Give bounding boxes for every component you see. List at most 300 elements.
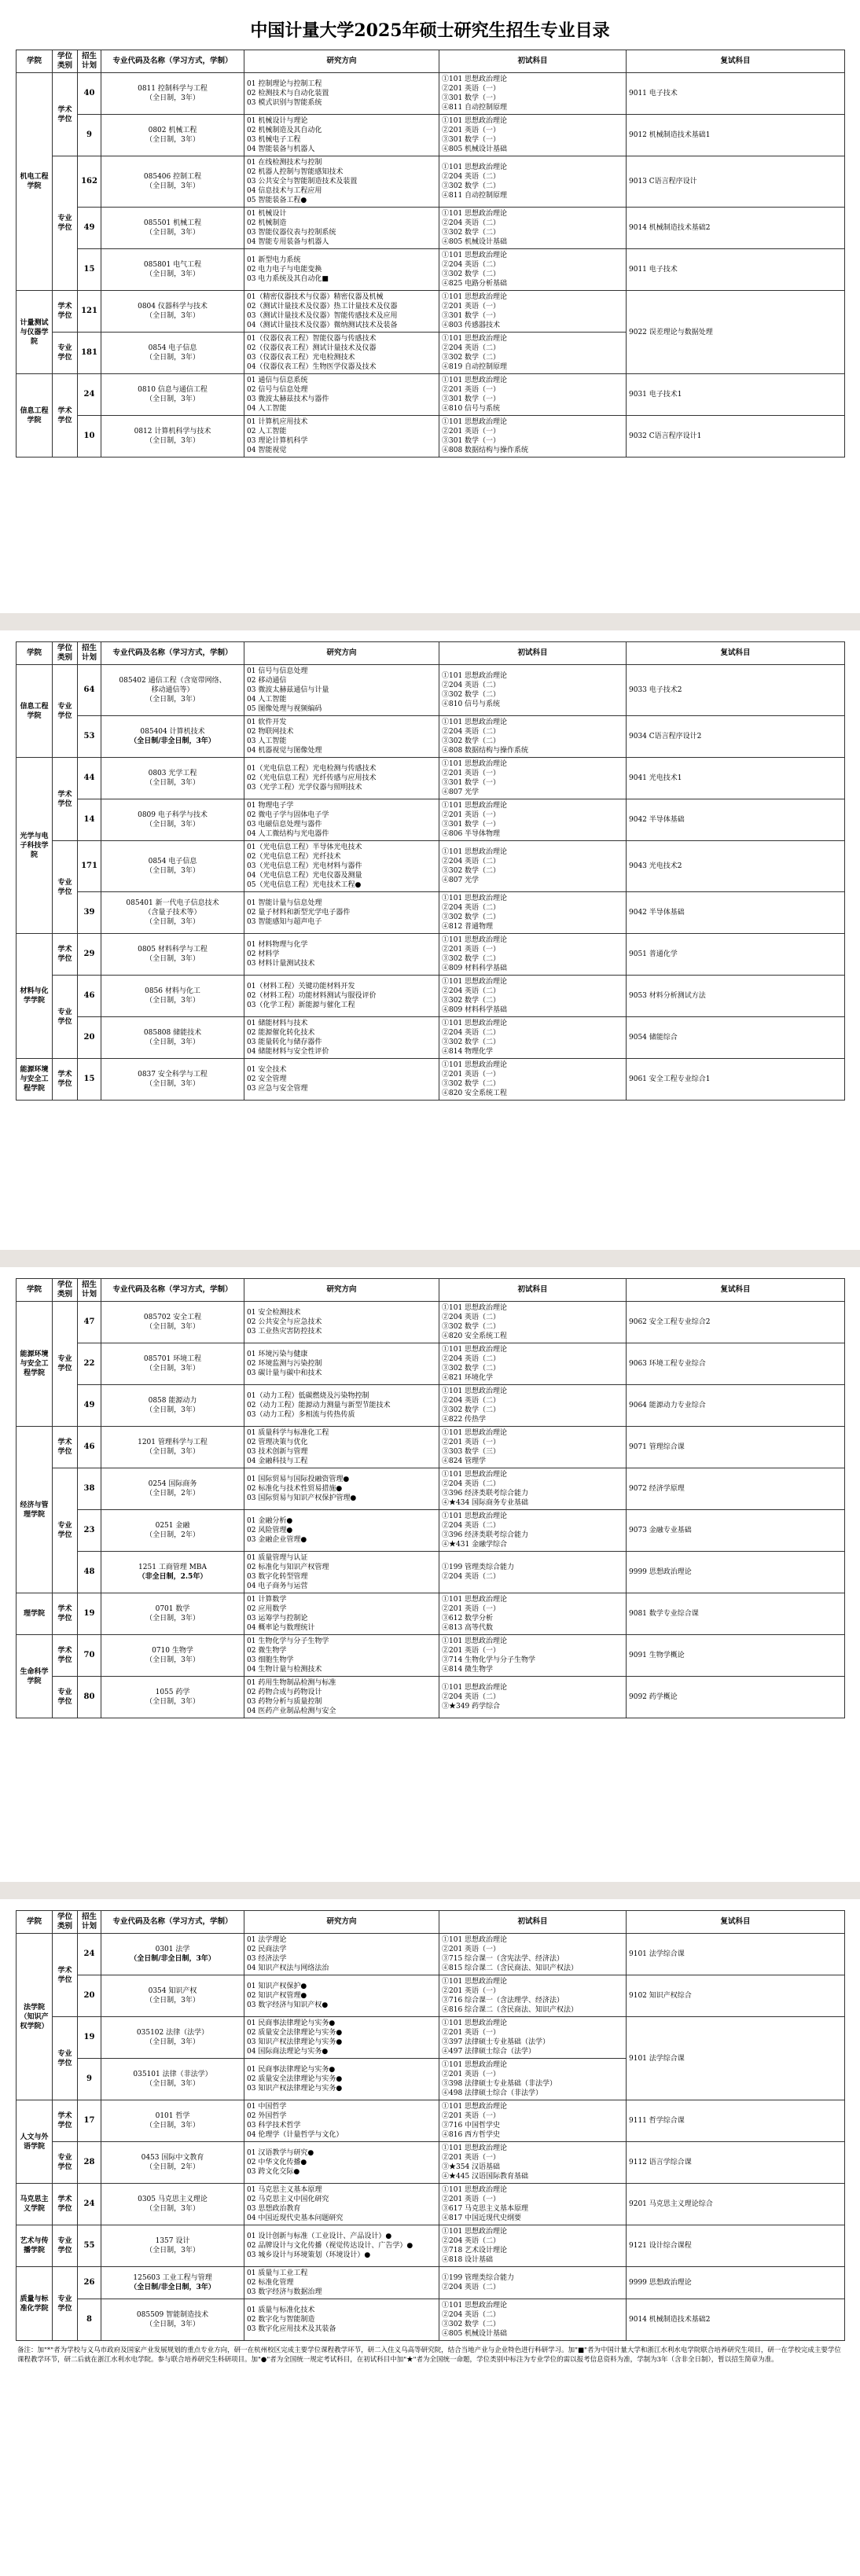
directions-cell <box>244 2225 439 2267</box>
direction-item: 02（光电信息工程）光纤传感与应用技术 <box>247 774 377 782</box>
direction-item: 03 能量转化与储存器件 <box>247 1038 322 1046</box>
direction-item: 01 知识产权保护● <box>247 1983 307 1990</box>
exam-subject: ②201 英语（一） <box>442 1071 501 1079</box>
degree-type-cell: 专业学位 <box>53 2142 78 2184</box>
table-row <box>17 1427 845 1468</box>
directions-cell <box>244 2059 439 2100</box>
exam-subject: ②201 英语（一） <box>442 946 501 954</box>
exam-subject: ③714 生物化学与分子生物学 <box>442 1656 536 1664</box>
direction-item: 01 计算机应用技术 <box>247 418 308 426</box>
major-cell <box>101 291 244 333</box>
major-cell <box>101 2299 244 2341</box>
retest-cell: 9063 环境工程专业综合 <box>627 1343 845 1385</box>
major-cell <box>101 716 244 758</box>
direction-item: 02（材料工程）功能材料测试与服役评价 <box>247 992 377 1000</box>
direction-item: 01 控制理论与控制工程 <box>247 80 322 88</box>
exam-subject: ④★431 金融学综合 <box>442 1541 508 1549</box>
direction-item: 02 标准化与技术性贸易措施● <box>247 1485 343 1493</box>
column-header: 招生计划 <box>78 50 101 73</box>
direction-item: 02 管理决策与优化 <box>247 1439 308 1446</box>
direction-item: 01 汉语教学与研究● <box>247 2149 314 2157</box>
degree-type-cell: 专业学位 <box>53 156 78 291</box>
exam-cell <box>439 208 627 249</box>
quota-cell: 80 <box>78 1677 101 1718</box>
direction-item: 04（测试计量技术及仪器）微纳测试技术及装备 <box>247 322 398 329</box>
direction-item: 03（光电信息工程）光电材料与器件 <box>247 862 362 870</box>
exam-subject: ②204 英语（二） <box>442 728 501 736</box>
major-line: （全日制，3年） <box>145 2122 200 2130</box>
table-row <box>17 374 845 416</box>
direction-item: 02 微电子学与固体电子学 <box>247 811 329 819</box>
exam-cell <box>439 1593 627 1635</box>
degree-type-cell: 专业学位 <box>53 333 78 374</box>
direction-item: 01 药用生物制品检测与标准 <box>247 1679 336 1687</box>
exam-subject: ②201 英语（一） <box>442 1605 501 1613</box>
college-cell: 理学院 <box>17 1593 53 1635</box>
direction-item: 01 民商事法律理论与实务● <box>247 2019 336 2027</box>
direction-item: 01 新型电力系统 <box>247 256 301 264</box>
exam-cell <box>439 1385 627 1427</box>
direction-item: 01 生物化学与分子生物学 <box>247 1637 329 1645</box>
exam-subject: ①101 思想政治理论 <box>442 164 508 171</box>
direction-item: 03 理论计算机科学 <box>247 437 308 445</box>
exam-subject: ①101 思想政治理论 <box>442 718 508 726</box>
direction-item: 03 药物分析与质量控制 <box>247 1698 322 1706</box>
retest-cell: 9112 语言学综合课 <box>627 2142 845 2184</box>
exam-subject: ①101 思想政治理论 <box>442 252 508 259</box>
degree-type-cell: 学术学位 <box>53 758 78 841</box>
exam-subject: ④816 综合课二（含民商法、知识产权法） <box>442 2006 579 2014</box>
directions-cell <box>244 799 439 841</box>
direction-item: 04 智能装备与机器人 <box>247 145 315 153</box>
quota-cell: 181 <box>78 333 101 374</box>
major-line: （全日制，3年） <box>145 270 200 278</box>
quota-cell: 53 <box>78 716 101 758</box>
major-line: 0802 机械工程 <box>148 127 197 134</box>
exam-cell <box>439 2267 627 2299</box>
column-header: 研究方向 <box>244 1911 439 1934</box>
header-row <box>17 642 845 665</box>
direction-item: 04 概率论与数理统计 <box>247 1624 315 1632</box>
table-row <box>17 1468 845 1510</box>
exam-cell <box>439 1934 627 1975</box>
table-row <box>17 115 845 156</box>
retest-cell: 9041 光电技术1 <box>627 758 845 799</box>
exam-cell <box>439 156 627 208</box>
table-row <box>17 416 845 458</box>
table-row <box>17 1593 845 1635</box>
direction-item: 03 碳计量与碳中和技术 <box>247 1369 322 1377</box>
table-row <box>17 2299 845 2341</box>
column-header: 学院 <box>17 1911 53 1934</box>
major-cell <box>101 1635 244 1677</box>
table-row <box>17 976 845 1017</box>
direction-item: 01（光电信息工程）光电检测与传感技术 <box>247 765 377 773</box>
retest-cell: 9092 药学概论 <box>627 1677 845 1718</box>
exam-subject: ①101 思想政治理论 <box>442 293 508 301</box>
major-cell <box>101 1552 244 1593</box>
exam-cell <box>439 1552 627 1593</box>
direction-item: 03 机械电子工程 <box>247 136 301 144</box>
catalog-page <box>0 0 860 613</box>
retest-cell: 9081 数学专业综合课 <box>627 1593 845 1635</box>
direction-item: 02 环境监测与污染控制 <box>247 1360 322 1368</box>
retest-cell: 9042 半导体基础 <box>627 799 845 841</box>
exam-subject: ①101 思想政治理论 <box>442 1684 508 1692</box>
directions-cell <box>244 1468 439 1510</box>
major-line: （全日制，3年） <box>145 182 200 190</box>
exam-subject: ④811 自动控制原理 <box>442 192 508 200</box>
catalog-table <box>16 1910 845 2341</box>
direction-item: 01 马克思主义基本原理 <box>247 2186 322 2194</box>
exam-subject: ③396 经济类联考综合能力 <box>442 1531 529 1539</box>
directions-cell <box>244 1510 439 1552</box>
direction-item: 01 质量管理与认证 <box>247 1554 308 1562</box>
direction-item: 03 技术创新与管理 <box>247 1448 308 1456</box>
quota-cell: 49 <box>78 1385 101 1427</box>
exam-subject: ②201 英语（一） <box>442 1946 501 1953</box>
major-cell <box>101 976 244 1017</box>
directions-cell <box>244 73 439 115</box>
major-cell <box>101 156 244 208</box>
direction-item: 02 民商法学 <box>247 1946 287 1953</box>
exam-cell <box>439 333 627 374</box>
exam-subject: ①101 思想政治理论 <box>442 978 508 986</box>
major-line: （全日制，3年） <box>145 997 200 1005</box>
quota-cell: 9 <box>78 115 101 156</box>
degree-type-cell: 学术学位 <box>53 1059 78 1101</box>
column-header: 专业代码及名称（学习方式，学制） <box>101 50 244 73</box>
exam-subject: ④821 环境化学 <box>442 1374 494 1382</box>
major-cell <box>101 2142 244 2184</box>
degree-type-cell: 学术学位 <box>53 1635 78 1677</box>
exam-subject: ③718 艺术设计理论 <box>442 2247 508 2254</box>
degree-type-cell: 学术学位 <box>53 1427 78 1468</box>
major-line: 0101 哲学 <box>155 2112 190 2120</box>
direction-item: 02 物联网技术 <box>247 728 294 736</box>
degree-type-cell: 专业学位 <box>53 1302 78 1427</box>
exam-cell <box>439 291 627 333</box>
exam-cell <box>439 1343 627 1385</box>
column-header: 专业代码及名称（学习方式，学制） <box>101 1911 244 1934</box>
directions-cell <box>244 1302 439 1343</box>
quota-cell: 15 <box>78 249 101 291</box>
direction-item: 03 经济法学 <box>247 1955 287 1963</box>
direction-item: 03 人工智能 <box>247 737 287 745</box>
quota-cell: 23 <box>78 1510 101 1552</box>
major-line: 085404 计算机技术 <box>140 728 205 736</box>
column-header: 学院 <box>17 642 53 665</box>
major-cell <box>101 2267 244 2299</box>
direction-item: 03 电磁信息处理与器件 <box>247 821 322 829</box>
exam-subject: ①101 思想政治理论 <box>442 2019 508 2027</box>
directions-cell <box>244 1059 439 1101</box>
retest-cell: 9011 电子技术 <box>627 73 845 115</box>
exam-subject: ③★349 药学综合 <box>442 1703 501 1711</box>
college-cell: 质量与标准化学院 <box>17 2267 53 2341</box>
exam-subject: ③302 数学（二） <box>442 1323 501 1331</box>
exam-cell <box>439 1975 627 2017</box>
exam-subject: ②204 英语（二） <box>442 344 501 352</box>
direction-item: 02 电力电子与电能变换 <box>247 266 322 274</box>
catalog-table <box>16 50 845 458</box>
major-line: （全日制，2年） <box>145 2163 200 2171</box>
table-row <box>17 1385 845 1427</box>
exam-subject: ③716 综合课一（含法理学、经济法） <box>442 1997 564 2005</box>
exam-subject: ③302 数学（二） <box>442 182 501 190</box>
exam-subject: ①101 思想政治理论 <box>442 418 508 426</box>
column-header: 学位类别 <box>53 642 78 665</box>
directions-cell <box>244 249 439 291</box>
major-line: 1357 设计 <box>155 2237 190 2245</box>
direction-item: 03 材料计量测试技术 <box>247 960 315 968</box>
college-cell: 经济与管理学院 <box>17 1427 53 1593</box>
major-line: 085501 机械工程 <box>143 219 202 227</box>
college-cell: 马克思主义学院 <box>17 2184 53 2225</box>
direction-item: 03 数字经济与知识产权● <box>247 2001 329 2009</box>
exam-cell <box>439 1302 627 1343</box>
major-line: （全日制/非全日制，3年） <box>130 737 215 745</box>
major-cell <box>101 333 244 374</box>
direction-item: 01（光电信息工程）半导体光电技术 <box>247 843 362 851</box>
direction-item: 02 机械制造 <box>247 219 287 227</box>
exam-subject: ③617 马克思主义基本原理 <box>442 2205 529 2213</box>
column-header: 初试科目 <box>439 50 627 73</box>
direction-item: 01 通信与信息系统 <box>247 377 308 384</box>
major-line: （全日制，3年） <box>145 1080 200 1088</box>
exam-subject: ④807 光学 <box>442 788 480 796</box>
direction-item: 01 安全技术 <box>247 1066 287 1074</box>
directions-cell <box>244 2184 439 2225</box>
exam-cell <box>439 1510 627 1552</box>
column-header: 招生计划 <box>78 1911 101 1934</box>
direction-item: 03 科学技术哲学 <box>247 2122 301 2130</box>
direction-item: 02 品牌设计与文化传播（视觉传达设计、广告学）● <box>247 2242 413 2250</box>
table-row <box>17 1059 845 1101</box>
major-line: （全日制，3年） <box>145 1698 200 1706</box>
quota-cell: 20 <box>78 1017 101 1059</box>
major-line: 1055 药学 <box>155 1689 190 1696</box>
directions-cell <box>244 208 439 249</box>
major-line: （全日制/非全日制，3年） <box>130 1955 215 1963</box>
exam-subject: ④825 电路分析基础 <box>442 280 508 288</box>
direction-item: 04 中国近现代史基本问题研究 <box>247 2214 344 2222</box>
direction-item: 03（仪器仪表工程）光电检测技术 <box>247 354 355 362</box>
table-row <box>17 758 845 799</box>
direction-item: 04 机器视觉与图像处理 <box>247 747 322 755</box>
exam-cell <box>439 2059 627 2100</box>
column-header: 复试科目 <box>627 1911 845 1934</box>
quota-cell: 38 <box>78 1468 101 1510</box>
directions-cell <box>244 892 439 934</box>
exam-subject: ②204 英语（二） <box>442 1522 501 1530</box>
exam-cell <box>439 892 627 934</box>
retest-cell: 9011 电子技术 <box>627 249 845 291</box>
table-row <box>17 1302 845 1343</box>
major-cell <box>101 416 244 458</box>
direction-item: 03 应急与安全管理 <box>247 1085 308 1093</box>
exam-cell <box>439 2184 627 2225</box>
major-cell <box>101 1468 244 1510</box>
major-line: （全日制，3年） <box>145 2205 200 2213</box>
directions-cell <box>244 1385 439 1427</box>
exam-subject: ②204 英语（二） <box>442 173 501 181</box>
exam-subject: ①199 管理类综合能力 <box>442 2274 515 2282</box>
direction-item: 01 环境污染与健康 <box>247 1350 308 1358</box>
direction-item: 03（动力工程）多相流与传热传质 <box>247 1411 355 1419</box>
direction-item: 03 智能感知与超声电子 <box>247 918 322 926</box>
directions-cell <box>244 1017 439 1059</box>
exam-cell <box>439 2299 627 2341</box>
directions-cell <box>244 115 439 156</box>
major-cell <box>101 1593 244 1635</box>
direction-item: 02（测试计量技术及仪器）热工计量技术及仪器 <box>247 303 398 311</box>
exam-subject: ④818 设计基础 <box>442 2256 494 2264</box>
table-row <box>17 2142 845 2184</box>
direction-item: 04 信息技术与工程应用 <box>247 187 322 195</box>
direction-item: 02 安全管理 <box>247 1075 287 1083</box>
exam-subject: ①101 思想政治理论 <box>442 1596 508 1604</box>
retest-cell: 9043 光电技术2 <box>627 841 845 892</box>
table-row <box>17 892 845 934</box>
retest-cell: 9201 马克思主义理论综合 <box>627 2184 845 2225</box>
degree-type-cell: 学术学位 <box>53 2184 78 2225</box>
exam-subject: ④816 西方哲学史 <box>442 2131 501 2139</box>
retest-cell: 9121 设计综合课程 <box>627 2225 845 2267</box>
exam-subject: ②201 英语（一） <box>442 1647 501 1655</box>
exam-subject: ④810 信号与系统 <box>442 405 501 413</box>
retest-cell: 9062 安全工程专业综合2 <box>627 1302 845 1343</box>
quota-cell: 19 <box>78 1593 101 1635</box>
college-cell: 信息工程学院 <box>17 374 53 458</box>
direction-item: 03 知识产权法律理论与实务● <box>247 2085 343 2093</box>
table-row <box>17 1343 845 1385</box>
exam-subject: ③302 数学（二） <box>442 1080 501 1088</box>
table-row <box>17 1975 845 2017</box>
exam-subject: ②201 英语（一） <box>442 2112 501 2120</box>
exam-cell <box>439 799 627 841</box>
exam-subject: ①101 思想政治理论 <box>442 1471 508 1479</box>
retest-cell: 9101 法学综合课 <box>627 2017 845 2100</box>
exam-subject: ②201 英语（一） <box>442 2196 501 2203</box>
major-cell <box>101 2225 244 2267</box>
direction-item: 02（动力工程）能源动力测量与新型节能技术 <box>247 1402 391 1409</box>
direction-item: 01 信号与信息处理 <box>247 667 308 675</box>
major-cell <box>101 249 244 291</box>
retest-cell: 9091 生物学概论 <box>627 1635 845 1677</box>
direction-item: 02 风险管理● <box>247 1527 293 1534</box>
retest-cell: 9033 电子技术2 <box>627 665 845 716</box>
major-line: 085402 通信工程（含宽带网络、 <box>119 677 226 685</box>
exam-subject: ①101 思想政治理论 <box>442 2061 508 2069</box>
column-header: 学院 <box>17 1279 53 1302</box>
quota-cell: 70 <box>78 1635 101 1677</box>
direction-item: 04 智能视觉 <box>247 446 287 454</box>
exam-subject: ①101 思想政治理论 <box>442 1020 508 1027</box>
directions-cell <box>244 1635 439 1677</box>
exam-subject: ②204 英语（二） <box>442 2311 501 2319</box>
directions-cell <box>244 2142 439 2184</box>
retest-cell: 9064 能源动力专业综合 <box>627 1385 845 1427</box>
major-line: （全日制，3年） <box>145 1365 200 1373</box>
major-cell <box>101 2017 244 2059</box>
college-cell: 能源环境与安全工程学院 <box>17 1302 53 1427</box>
retest-cell: 9061 安全工程专业综合1 <box>627 1059 845 1101</box>
major-cell <box>101 1677 244 1718</box>
major-line: （全日制，2年） <box>145 1531 200 1539</box>
major-line: （全日制，3年） <box>145 437 200 445</box>
table-row <box>17 156 845 208</box>
quota-cell: 48 <box>78 1552 101 1593</box>
major-line: 035101 法律（非法学） <box>133 2071 212 2078</box>
major-line: 1251 工商管理 MBA <box>138 1564 207 1571</box>
table-row <box>17 716 845 758</box>
exam-subject: ④812 普通物理 <box>442 923 494 931</box>
column-header: 初试科目 <box>439 642 627 665</box>
exam-subject: ③301 数学（一） <box>442 779 501 787</box>
major-line: 0856 材料与化工 <box>145 987 200 995</box>
exam-subject: ②201 英语（一） <box>442 811 501 819</box>
quota-cell: 19 <box>78 2017 101 2059</box>
direction-item: 02 人工智能 <box>247 428 287 435</box>
column-header: 复试科目 <box>627 50 845 73</box>
direction-item: 01 国际贸易与国际投融资管理● <box>247 1475 350 1483</box>
major-line: 0251 金融 <box>155 1522 190 1530</box>
direction-item: 01 设计创新与标准（工业设计、产品设计）● <box>247 2232 392 2240</box>
retest-cell: 9071 管理综合课 <box>627 1427 845 1468</box>
direction-item: 01 物理电子学 <box>247 802 294 810</box>
table-row <box>17 934 845 976</box>
major-cell <box>101 1975 244 2017</box>
college-cell: 计量测试与仪器学院 <box>17 291 53 374</box>
major-line: 085808 储能技术 <box>143 1029 202 1037</box>
exam-subject: ③398 法律硕士专业基础（非法学） <box>442 2080 557 2088</box>
column-header: 学院 <box>17 50 53 73</box>
direction-item: 02 材料学 <box>247 950 280 958</box>
retest-cell: 9051 普通化学 <box>627 934 845 976</box>
exam-cell <box>439 416 627 458</box>
column-header: 复试科目 <box>627 1279 845 1302</box>
direction-item: 04 生物计量与检测技术 <box>247 1666 322 1674</box>
header-row <box>17 50 845 73</box>
major-cell <box>101 1934 244 1975</box>
quota-cell: 10 <box>78 416 101 458</box>
exam-subject: ①101 思想政治理论 <box>442 335 508 343</box>
direction-item: 01 机械设计与理论 <box>247 117 308 125</box>
college-cell: 能源环境与安全工程学院 <box>17 1059 53 1101</box>
college-cell: 人文与外语学院 <box>17 2100 53 2184</box>
footnote: 备注：加"*"者为学校与义乌市政府及国家产业发展规划的重点专业方向，研一在杭州校区完成主要学位课程教学环节，研二入住义乌高等研究院，结合当地产业与企业特色进行科研学习。加"■"者为中国计量大学和浙江水利水电学院联合培养研究生项目，研一在学校完成主要学位课程教学环节，研二后就在浙江水利水电学院。参与联合培养研究生科研项目。加"●"者为全国统一规定考试科目，在初试科目中加"★"者为全国统一命题，学位类别中标注为专业学位的需以报考信息资料为准，学制为3年（含非全日制），暂以招生简章为准。 <box>17 2346 841 2364</box>
direction-item: 04 智能专用装备与机器人 <box>247 238 329 246</box>
directions-cell <box>244 976 439 1017</box>
direction-item: 04 人工微结构与光电器件 <box>247 830 329 838</box>
direction-item: 04 知识产权法与网络法治 <box>247 1964 329 1972</box>
direction-item: 02 移动通信 <box>247 677 287 685</box>
major-line: （全日制，3年） <box>145 1997 200 2005</box>
exam-subject: ③301 数学（一） <box>442 395 501 403</box>
exam-subject: ③301 数学（一） <box>442 94 501 102</box>
quota-cell: 24 <box>78 374 101 416</box>
exam-cell <box>439 1677 627 1718</box>
exam-subject: ③302 数学（二） <box>442 1365 501 1373</box>
exam-subject: ②204 英语（二） <box>442 1397 501 1405</box>
header-row <box>17 1911 845 1934</box>
exam-subject: ②204 英语（二） <box>442 1355 501 1363</box>
exam-cell <box>439 1635 627 1677</box>
direction-item: 01 智能计量与信息处理 <box>247 899 322 907</box>
page-title: 中国计量大学2025年硕士研究生招生专业目录 <box>250 20 610 41</box>
major-line: （全日制，3年） <box>145 229 200 237</box>
